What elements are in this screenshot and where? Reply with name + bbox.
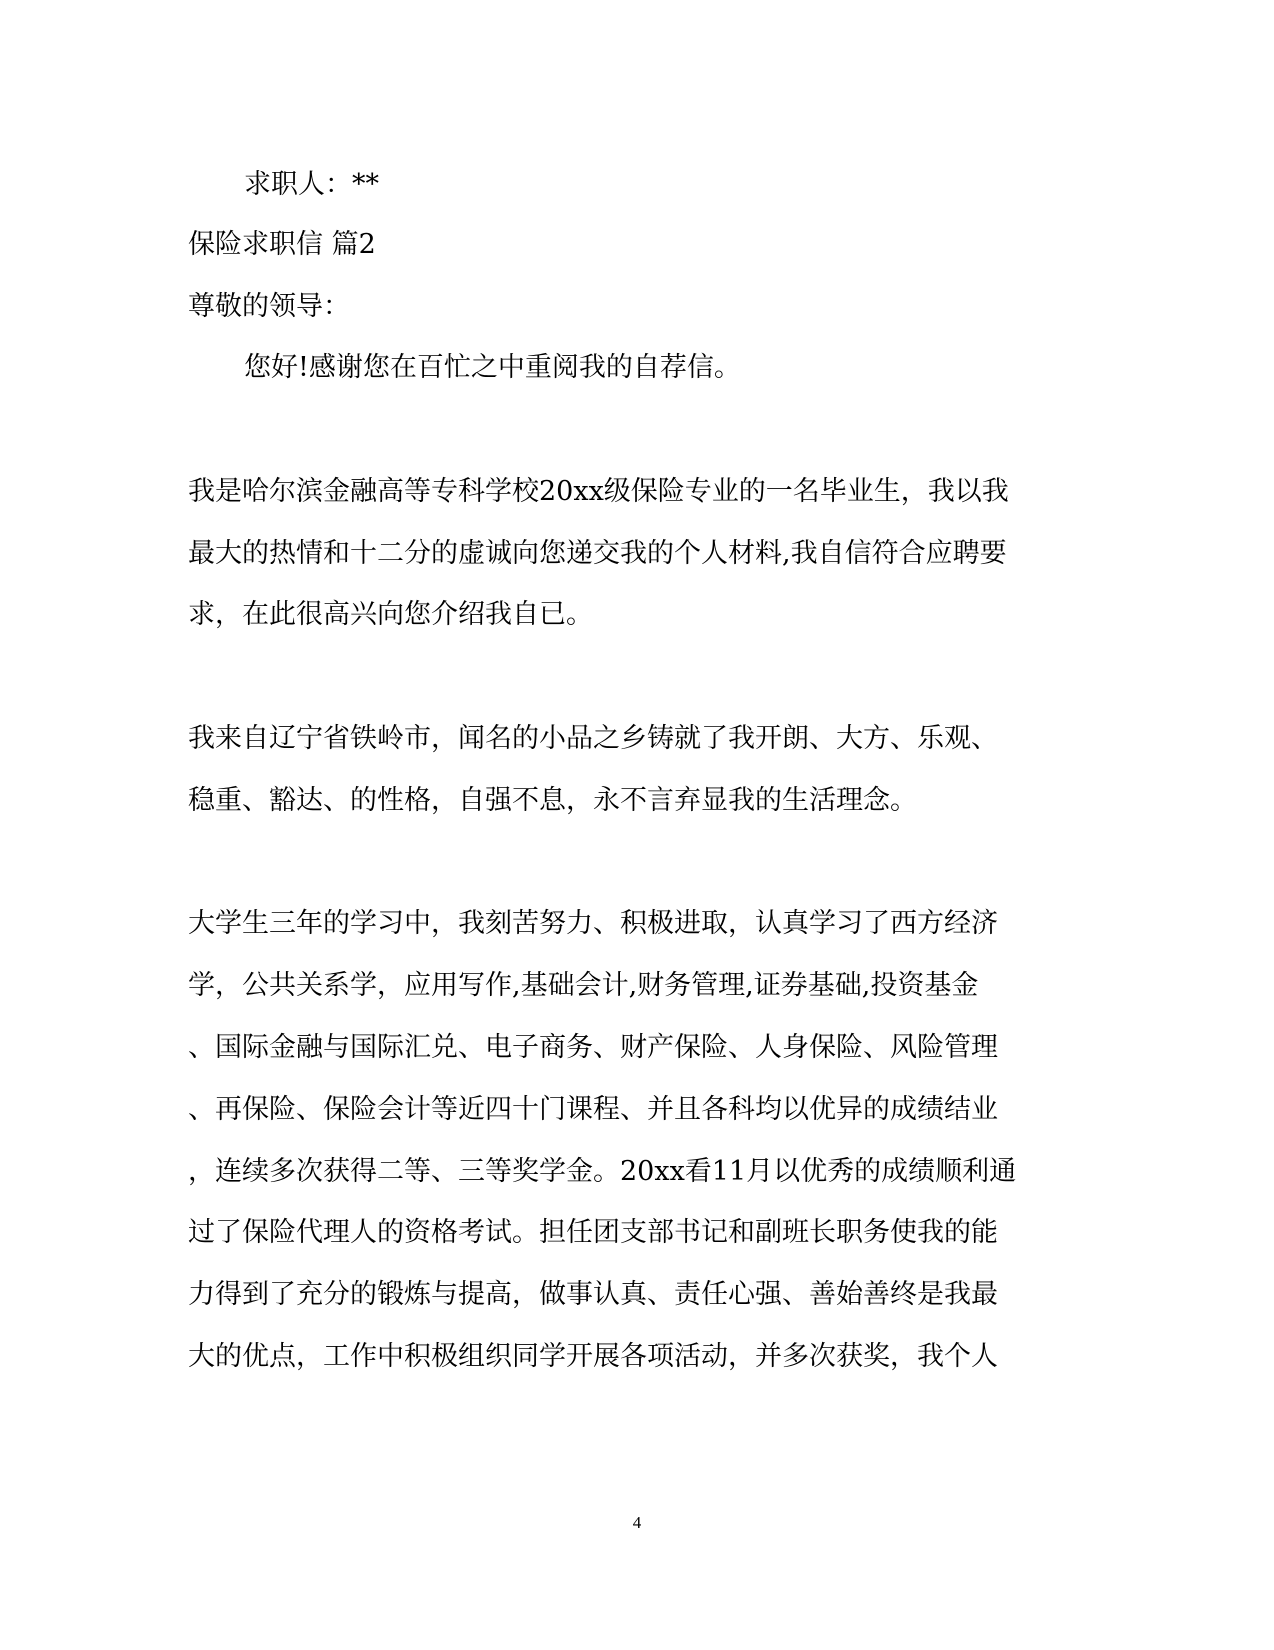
paragraph-line: 我来自辽宁省铁岭市，闻名的小品之乡铸就了我开朗、大方、乐观、	[188, 723, 998, 754]
paragraph-line: 学，公共关系学，应用写作,基础会计,财务管理,证券基础,投资基金	[188, 970, 979, 1001]
salutation: 尊敬的领导：	[188, 291, 350, 322]
paragraph-line: 稳重、豁达、的性格，自强不息，永不言弃显我的生活理念。	[188, 785, 917, 816]
page-number: 4	[632, 1513, 642, 1532]
paragraph-line: 求，在此很高兴向您介绍我自已。	[188, 599, 593, 630]
paragraph-line: 大的优点，工作中积极组织同学开展各项活动，并多次获奖，我个人	[188, 1341, 998, 1372]
section-title: 保险求职信 篇2	[188, 229, 376, 260]
paragraph-line: 我是哈尔滨金融高等专科学校20xx级保险专业的一名毕业生，我以我	[188, 476, 1009, 507]
paragraph-line: 、再保险、保险会计等近四十门课程、并且各科均以优异的成绩结业	[188, 1094, 998, 1125]
greeting: 您好!感谢您在百忙之中重阅我的自荐信。	[244, 352, 741, 383]
paragraph-line: ，连续多次获得二等、三等奖学金。20xx看11月以优秀的成绩顺利通	[188, 1156, 1017, 1187]
paragraph-line: 最大的热情和十二分的虚诚向您递交我的个人材料,我自信符合应聘要	[188, 538, 1007, 569]
paragraph-line: 大学生三年的学习中，我刻苦努力、积极进取，认真学习了西方经济	[188, 908, 998, 939]
signature-line: 求职人：**	[244, 169, 379, 200]
paragraph-line: 、国际金融与国际汇兑、电子商务、财产保险、人身保险、风险管理	[188, 1032, 998, 1063]
paragraph-line: 力得到了充分的锻炼与提高，做事认真、责任心强、善始善终是我最	[188, 1279, 998, 1310]
paragraph-line: 过了保险代理人的资格考试。担任团支部书记和副班长职务使我的能	[188, 1217, 998, 1248]
